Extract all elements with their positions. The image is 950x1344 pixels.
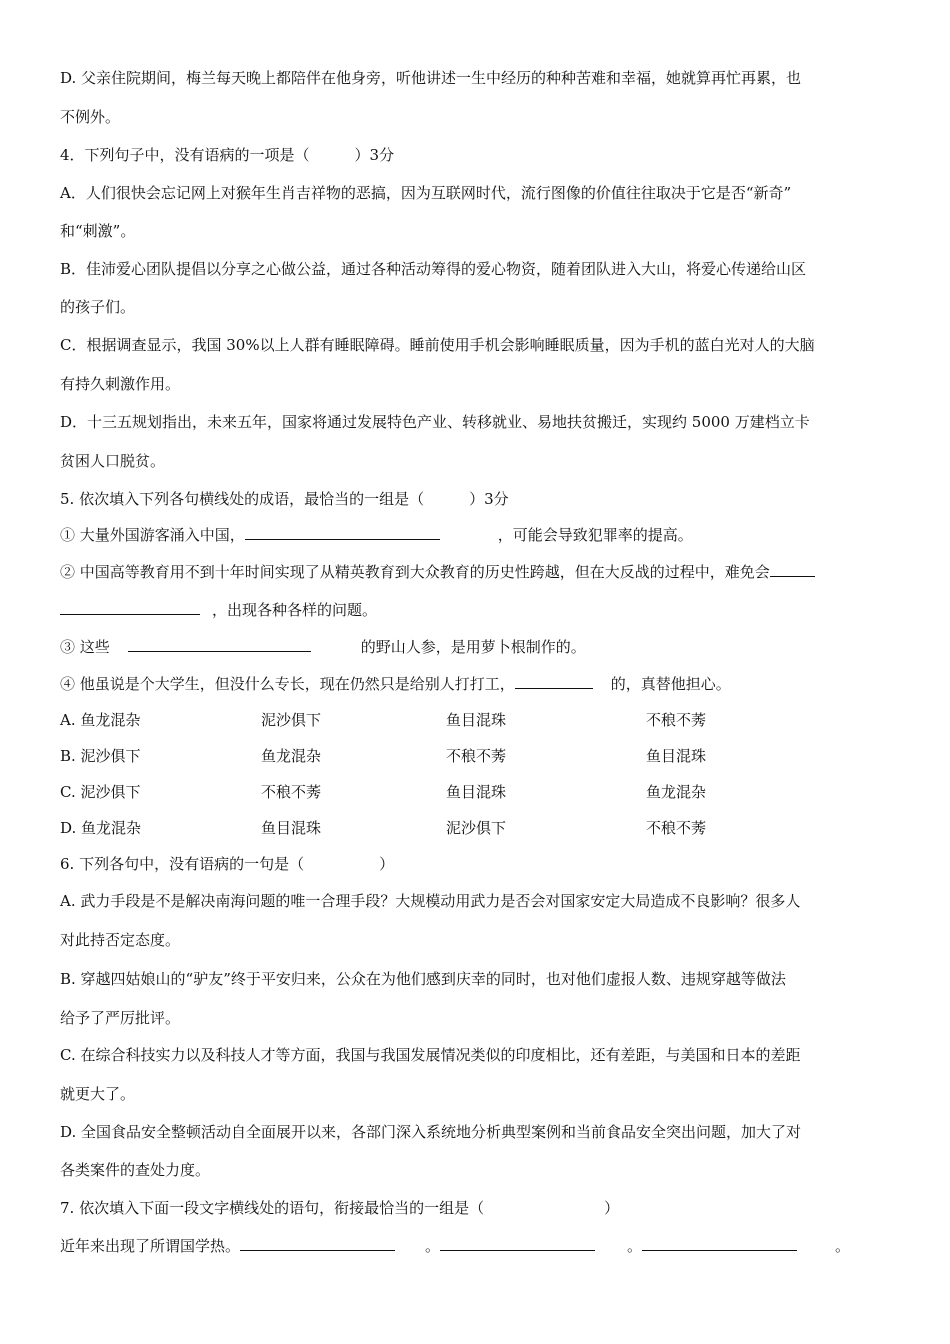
sentence-text: ，可能会导致犯罪率的提高。 <box>497 526 693 544</box>
sentence-text: ③ 这些 <box>60 638 110 656</box>
q5-sentence-4 <box>60 674 731 694</box>
q4-option-c: C．根据调查显示，我国 30%以上人群有睡眠障碍。睡前使用手机会影响睡眠质量，因为手机的蓝白光对人的大脑 <box>60 336 815 354</box>
q6-option-c: C. 在综合科技实力以及科技人才等方面，我国与我国发展情况类似的印度相比，还有差距，与美国和日本的差距 <box>60 1046 801 1064</box>
option-cell: 泥沙俱下 <box>446 819 507 837</box>
q4-option-b: B．佳沛爱心团队提倡以分享之心做公益，通过各种活动筹得的爱心物资，随着团队进入大山，将爱心传递给山区 <box>60 260 807 278</box>
text-line: 贫困人口脱贫。 <box>60 452 166 470</box>
q6-option-a: A. 武力手段是不是解决南海问题的唯一合理手段？大规模动用武力是否会对国家安定大局造成不良影响？很多人 <box>60 892 801 910</box>
q7-passage <box>60 1236 850 1256</box>
text-line: 的孩子们。 <box>60 298 136 316</box>
option-cell: 鱼目混珠 <box>446 711 507 729</box>
option-cell: 不稂不莠 <box>446 747 507 765</box>
answer-blank[interactable] <box>770 562 815 577</box>
question-5-title: 5. 依次填入下列各句横线处的成语，最恰当的一组是（ ）3分 <box>60 490 509 508</box>
text-line: 对此持否定态度。 <box>60 931 181 949</box>
option-cell: 鱼龙混杂 <box>261 747 322 765</box>
sentence-text: ，出现各种各样的问题。 <box>212 601 378 619</box>
text-line: 和“刺激”。 <box>60 222 136 240</box>
q6-option-d: D. 全国食品安全整顿活动自全面展开以来，各部门深入系统地分析典型案例和当前食品安全突出问题，加大了对 <box>60 1123 802 1141</box>
q4-option-a: A．人们很快会忘记网上对猴年生肖吉祥物的恶搞，因为互联网时代，流行图像的价值往往取决于它是否“新奇” <box>60 184 792 202</box>
punctuation: 。 <box>627 1237 643 1255</box>
answer-blank[interactable] <box>642 1236 797 1251</box>
q5-sentence-1 <box>60 525 693 545</box>
option-cell: 鱼目混珠 <box>261 819 322 837</box>
option-cell: 鱼龙混杂 <box>646 783 707 801</box>
option-cell: 泥沙俱下 <box>261 711 322 729</box>
answer-blank[interactable] <box>60 600 200 615</box>
passage-text: 近年来出现了所谓国学热。 <box>60 1237 241 1255</box>
sentence-text: 的，真替他担心。 <box>610 675 731 693</box>
sentence-text: ① 大量外国游客涌入中国， <box>60 526 245 544</box>
q4-option-d: D．十三五规划指出，未来五年，国家将通过发展特色产业、转移就业、易地扶贫搬迁，实现约 5000 万建档立卡 <box>60 413 810 431</box>
answer-blank[interactable] <box>240 1236 395 1251</box>
question-4-title: 4．下列句子中，没有语病的一项是（ ）3分 <box>60 146 395 164</box>
text-line: 就更大了。 <box>60 1085 136 1103</box>
option-cell: 鱼目混珠 <box>446 783 507 801</box>
option-cell: 不稂不莠 <box>646 819 707 837</box>
q5-sentence-2 <box>60 562 815 582</box>
text-line: 给予了严厉批评。 <box>60 1009 181 1027</box>
question-6-title: 6. 下列各句中，没有语病的一句是（ ） <box>60 855 395 873</box>
answer-blank[interactable] <box>245 525 440 540</box>
sentence-text: 的野山人参，是用萝卜根制作的。 <box>360 638 586 656</box>
text-line: 各类案件的查处力度。 <box>60 1161 211 1179</box>
sentence-text: ② 中国高等教育用不到十年时间实现了从精英教育到大众教育的历史性跨越，但在大反战的过程中，难免会 <box>60 563 770 581</box>
q6-option-b: B. 穿越四姑娘山的“驴友”终于平安归来，公众在为他们感到庆幸的同时，也对他们虚报人数、违规穿越等做法 <box>60 970 786 988</box>
punctuation: 。 <box>425 1237 441 1255</box>
text-line: D. 父亲住院期间，梅兰每天晚上都陪伴在他身旁，听他讲述一生中经历的种种苦难和幸福，她就算再忙再累，也 <box>60 69 802 87</box>
option-cell: A. 鱼龙混杂 <box>60 711 141 729</box>
option-cell: 鱼目混珠 <box>646 747 707 765</box>
answer-blank[interactable] <box>440 1236 595 1251</box>
q5-sentence-3 <box>60 637 586 657</box>
answer-blank[interactable] <box>515 674 593 689</box>
q5-sentence-2-cont <box>60 600 377 620</box>
option-cell: C. 泥沙俱下 <box>60 783 141 801</box>
option-cell: 不稂不莠 <box>261 783 322 801</box>
text-line: 有持久刺激作用。 <box>60 375 181 393</box>
punctuation: 。 <box>835 1237 851 1255</box>
sentence-text: ④ 他虽说是个大学生，但没什么专长，现在仍然只是给别人打打工， <box>60 675 515 693</box>
option-cell: B. 泥沙俱下 <box>60 747 141 765</box>
text-line: 不例外。 <box>60 108 121 126</box>
question-7-title: 7. 依次填入下面一段文字横线处的语句，衔接最恰当的一组是（ ） <box>60 1199 620 1217</box>
option-cell: D. 鱼龙混杂 <box>60 819 142 837</box>
answer-blank[interactable] <box>128 637 311 652</box>
option-cell: 不稂不莠 <box>646 711 707 729</box>
